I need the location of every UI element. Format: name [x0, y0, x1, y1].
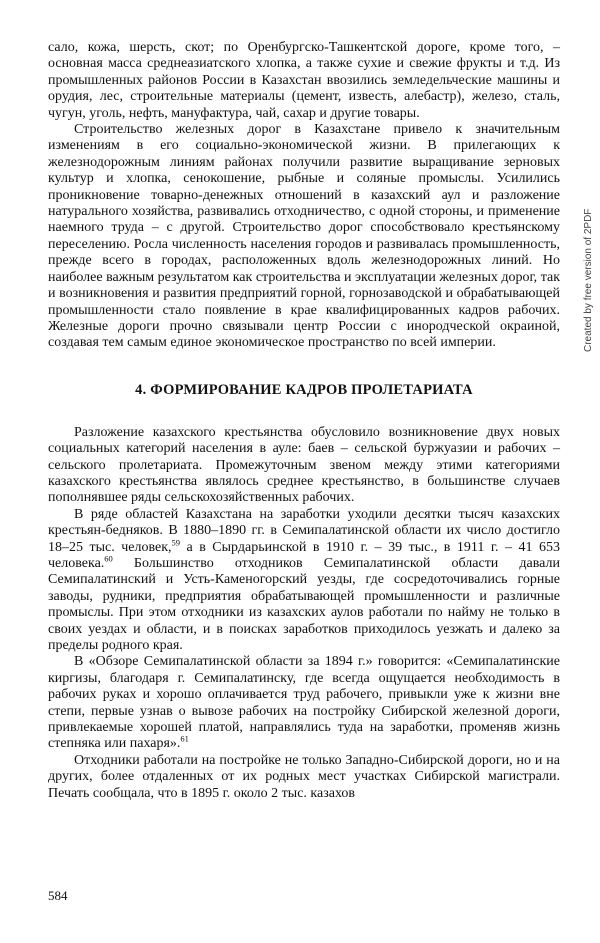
paragraph-text: а в Сырдарьинской в 1910 г. – 39 тыс., в 1911 г. – 41 653 человека.: [48, 539, 561, 571]
section-heading: 4. ФОРМИРОВАНИЕ КАДРОВ ПРОЛЕТАРИАТА: [135, 381, 473, 398]
watermark: [583, 182, 597, 352]
paragraph-intro-continuation: сало, кожа, шерсть, скот; по Оренбургско-Ташкентской дороге, кроме того, – основная масса среднеазиатского хлопка, а также сухие и свежие фрукты и т.д. Из промышленных районов России в Казахстан ввозились земледельческие машины и орудия, лес, строительные материалы (цемент, известь, алебастр), железо, сталь, чугун, уголь, нефть, мануфактура, чай, сахар и другие товары.: [48, 40, 560, 121]
paragraph-siberian-railway: Отходники работали на постройке не только Западно-Сибирской дороги, но и на других, более отдаленных от их родных мест участках Сибирской магистрали. Печать сообщала, что в 1895 г. около 2 тыс. казахов: [48, 752, 560, 801]
footnote-ref[interactable]: 59: [171, 536, 181, 547]
paragraph-text: Большинство отходников Семипалатинской области давали Семипалатинский и Усть-Каменогорский уезды, где сосредоточивались горные заводы, рудники, предприятия обрабатывающей промышленности и различные промыслы. При этом отходники из казахских аулов работали по найму не только в своих уездах и области, и в поисках заработков приходилось уезжать и далеко за пределы родного края.: [48, 555, 560, 653]
paragraph-text: В ряде областей Казахстана на заработки уходили десятки тысяч казахских крестьян-бедняков. В 1880–1890 гг. в Семипалатинской области их число достигло 18–25 тыс. человек,: [48, 506, 560, 555]
paragraph-seasonal-workers: [48, 507, 560, 655]
paragraph-railway-impact: Строительство железных дорог в Казахстане привело к значительным изменениям в его социально-экономической жизни. В прилегающих к железнодорожным линиям районах получили развитие выращивание зерновых культур и хлопка, сенокошение, рыбные и соляные промыслы. Усилились проникновение товарно-денежных отношений в казахский аул и разложение натурального хозяйства, развивались отходничество, с одной стороны, и применение наемного труда – с другой. Строительство дорог способствовало крестьянскому переселению. Росла численность населения городов и развивалась промышленность, прежде всего в городах, расположенных вдоль железнодорожных линий. Но наиболее важным результатом как строительства и эксплуатации железных дорог, так и возникновения и развития предприятий горной, горнозаводской и обрабатывающей промышленности стало появление в крае квалифицированных кадров рабочих. Железные дороги прочно связывали центр России с инородческой окраиной, создавая тем самым единое экономическое пространство по всей империи.: [48, 122, 560, 351]
watermark-text: Created by free version of 2PDF: [583, 208, 594, 352]
page-body: [48, 40, 560, 802]
footnote-ref[interactable]: 61: [180, 733, 189, 744]
paragraph-review-quote: [48, 654, 560, 752]
page-number: 584: [48, 888, 68, 903]
paragraph-peasant-stratification: Разложение казахского крестьянства обусловило возникновение двух новых социальных категорий населения в ауле: баев – сельской буржуазии и рабочих – сельского пролетариата. Промежуточным звеном между этими категориями казахского крестьянства являлось среднее крестьянство, в большинстве случаев пополнявшее ряды сельскохозяйственных рабочих.: [48, 424, 560, 506]
footnote-ref[interactable]: 60: [104, 553, 113, 564]
paragraph-text: В «Обзоре Семипалатинской области за 1894 г.» говорится: «Семипалатинские киргизы, благодаря г. Семипалатинску, где всегда ощущается необходимость в рабочих руках и хорошо оплачивается труд рабочего, привыкли уже к жизни вне степи, первые узнав о вывозе рабочих на постройку Сибирской железной дороги, привлекаемые хорошей платой, направлялись туда на заработки, променяв жизнь степняка или пахаря».: [48, 654, 560, 752]
